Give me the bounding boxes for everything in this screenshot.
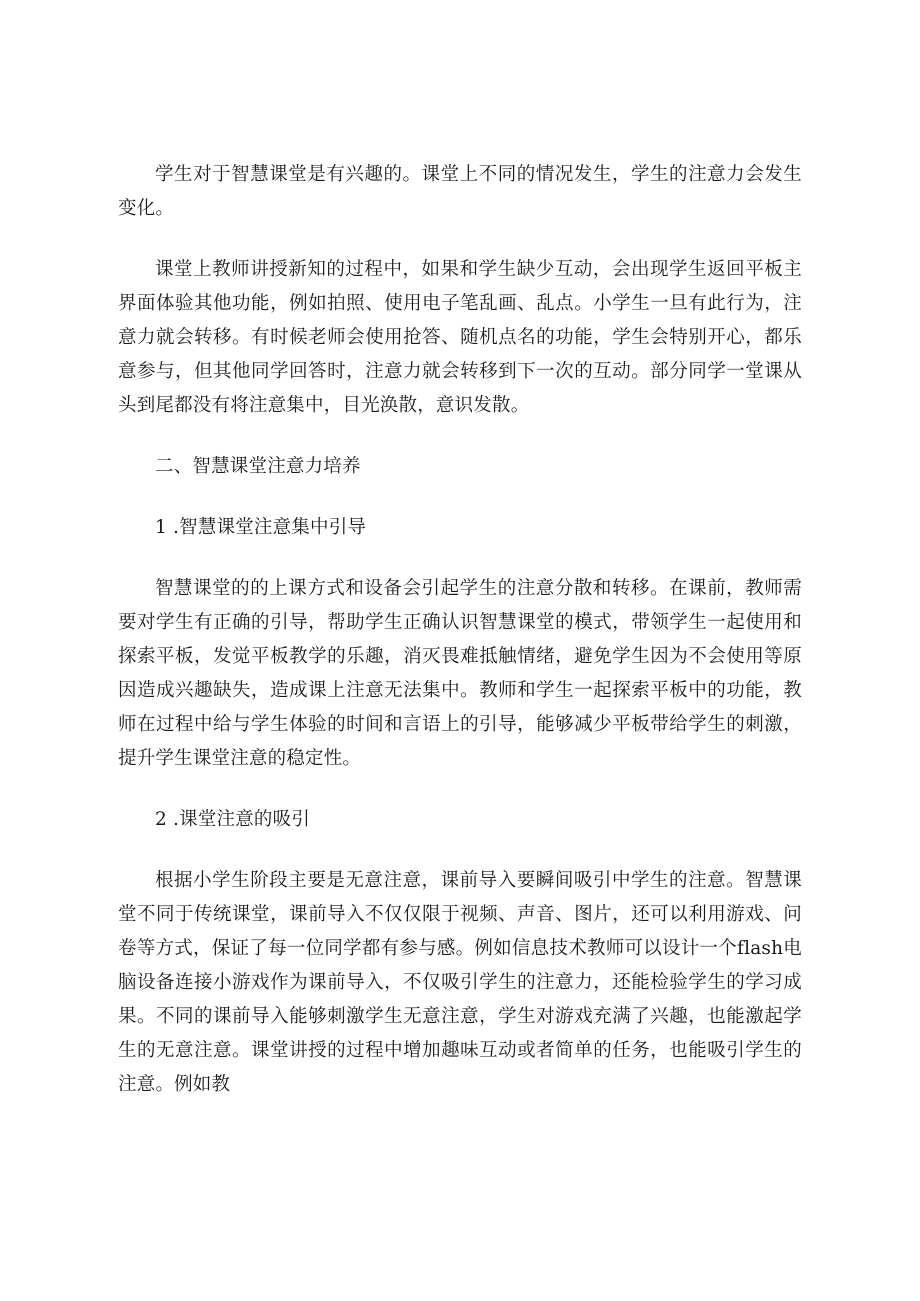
section-heading-2: 二、智慧课堂注意力培养 <box>155 456 361 477</box>
subheading-2: 2 .课堂注意的吸引 <box>155 809 311 830</box>
document-body <box>118 158 802 1102</box>
paragraph-interest: 学生对于智慧课堂是有兴趣的。课堂上不同的情况发生，学生的注意力会发生变化。 <box>118 164 802 219</box>
paragraph-guidance: 智慧课堂的的上课方式和设备会引起学生的注意分散和转移。在课前，教师需要对学生有正确的引导，帮助学生正确认识智慧课堂的模式，带领学生一起使用和探索平板，发觉平板教学的乐趣，消灭畏难抵触情绪，避免学生因为不会使用等原因造成兴趣缺失，造成课上注意无法集中。教师和学生一起探索平板中的功能，教师在过程中给与学生体验的时间和言语上的引导，能够减少平板带给学生的刺激，提升学生课堂注意的稳定性。 <box>118 578 802 769</box>
paragraph-attraction: 根据小学生阶段主要是无意注意，课前导入要瞬间吸引中学生的注意。智慧课堂不同于传统课堂，课前导入不仅仅限于视频、声音、图片，还可以利用游戏、问卷等方式，保证了每一位同学都有参与感。例如信息技术教师可以设计一个flash电脑设备连接小游戏作为课前导入，不仅吸引学生的注意力，还能检验学生的学习成果。不同的课前导入能够刺激学生无意注意，学生对游戏充满了兴趣，也能激起学生的无意注意。课堂讲授的过程中增加趣味互动或者简单的任务，也能吸引学生的注意。例如教 <box>118 870 802 1095</box>
subheading-1: 1 .智慧课堂注意集中引导 <box>155 517 367 538</box>
paragraph-attention-shift: 课堂上教师讲授新知的过程中，如果和学生缺少互动，会出现学生返回平板主界面体验其他功能，例如拍照、使用电子笔乱画、乱点。小学生一旦有此行为，注意力就会转移。有时候老师会使用抢答、随机点名的功能，学生会特别开心，都乐意参与，但其他同学回答时，注意力就会转移到下一次的互动。部分同学一堂课从头到尾都没有将注意集中，目光涣散，意识发散。 <box>118 259 802 416</box>
